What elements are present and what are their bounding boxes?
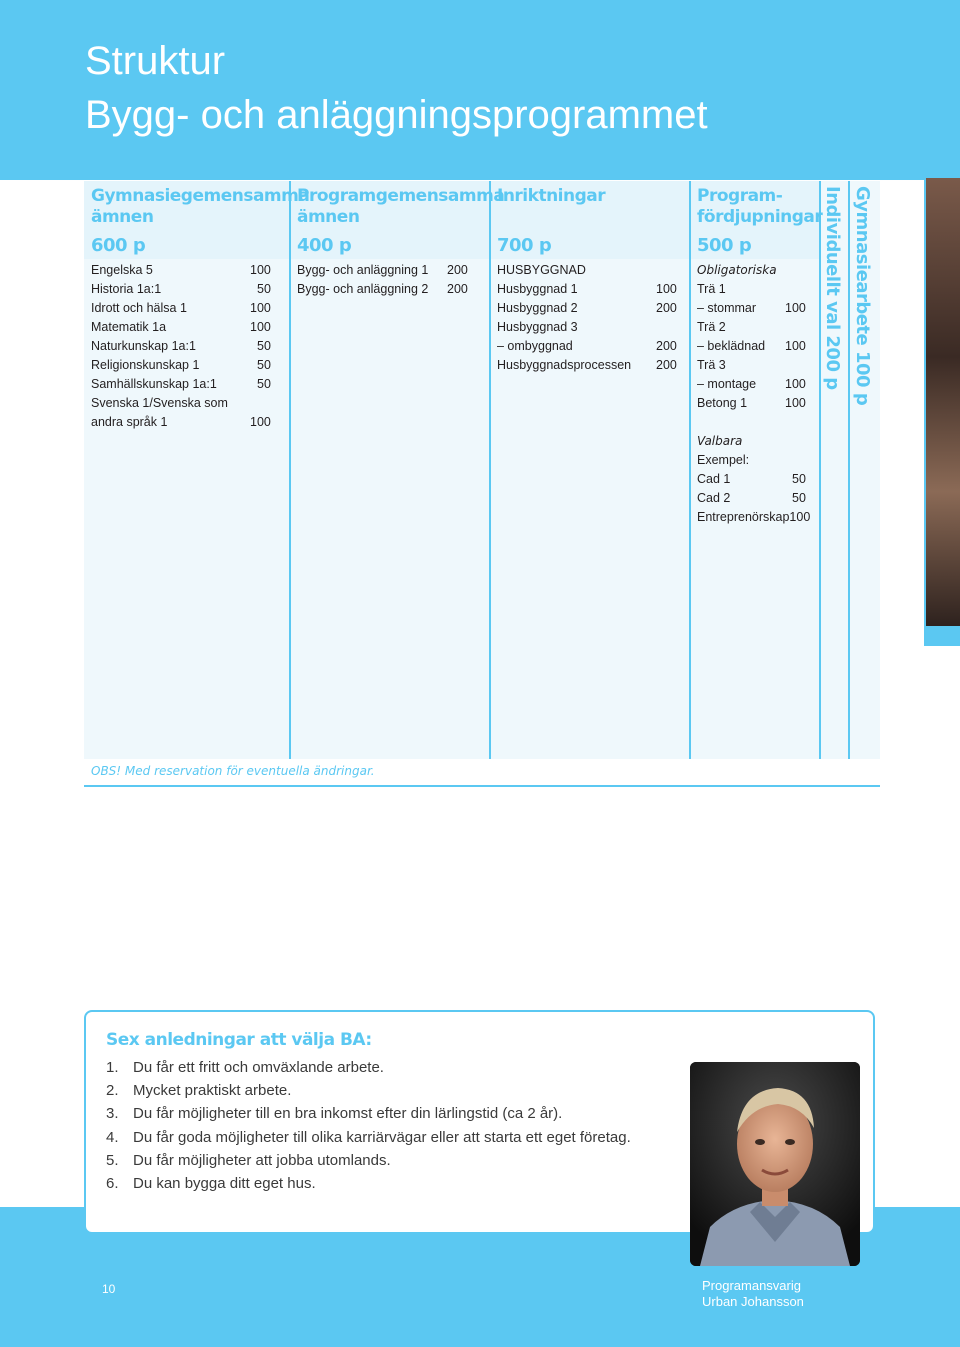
subject-row [497,337,683,356]
subject-label: Husbyggnad 2 [497,301,578,315]
subject-label: Bygg- och anläggning 1 [297,263,429,277]
subject-points: 50 [257,339,271,353]
subject-row [697,280,815,299]
column-heading-line: Gymnasiegemensamma [91,186,310,206]
column-points: 600 p [91,235,146,256]
list-number: 5. [106,1151,119,1169]
subject-points: 100 [785,339,806,353]
gymnasiearbete-label: Gymnasiearbete 100 p [852,186,873,406]
subject-points: 50 [257,282,271,296]
subject-row [697,375,815,394]
list-item [106,1079,631,1102]
caption-role: Programansvarig [702,1278,801,1293]
subject-points: 50 [792,472,806,486]
column-inriktningar [497,181,683,759]
subject-row [497,261,683,280]
subject-row [697,394,815,413]
list-item [106,1126,631,1149]
subject-row [297,261,483,280]
subject-points: 100 [785,301,806,315]
subject-label: Entreprenörskap [697,510,790,524]
list-number: 1. [106,1059,119,1076]
caption-name: Urban Johansson [702,1294,804,1309]
page-title [85,34,708,142]
column-heading [497,186,605,207]
subject-points: 100 [785,377,806,391]
disclaimer-bar [84,760,880,787]
subject-points: 50 [257,358,271,372]
page-number: 10 [102,1282,116,1296]
column-heading-line: Inriktningar [497,186,606,206]
list-text: Du får goda möjligheter till olika karriärvägar eller att starta ett eget företag. [133,1128,631,1146]
subject-points: 100 [250,301,271,315]
subject-list [91,261,271,432]
list-text: Du får möjligheter till en bra inkomst efter din lärlingstid (ca 2 år). [133,1105,563,1123]
title-line-1: Struktur [85,39,226,83]
subject-row [497,280,683,299]
subject-row [91,375,271,394]
individual-choice-label: Individuellt val 200 p [822,186,843,390]
subject-points: 200 [447,282,468,296]
list-number: 6. [106,1174,119,1192]
subject-points: 100 [789,510,811,524]
list-text: Du kan bygga ditt eget hus. [133,1174,316,1192]
title-line-2: Bygg- och anläggningsprogrammet [85,93,708,137]
subject-label: Religionskunskap 1 [91,358,200,372]
list-item [106,1102,631,1125]
column-points: 400 p [297,235,352,256]
side-photo-strip [924,178,960,646]
subject-row [697,318,815,337]
subject-points: 200 [656,339,677,353]
subject-row [697,470,815,489]
subject-label: Trä 1 [697,282,726,296]
subject-row [91,299,271,318]
subject-label: Husbyggnad 1 [497,282,578,296]
subject-label: Trä 2 [697,320,726,334]
subject-points: 200 [447,263,468,277]
subject-label: Cad 1 [697,472,731,486]
column-heading-line: ämnen [91,207,154,227]
subject-points: 100 [656,282,677,296]
spacer [697,413,815,432]
column-divider [689,181,691,759]
list-text: Du får möjligheter att jobba utomlands. [133,1151,391,1169]
column-programgemensamma [297,181,505,759]
subject-row [91,337,271,356]
subject-points: 100 [250,263,271,277]
subject-row [91,356,271,375]
subject-row [697,489,815,508]
column-gymnasiegemensamma [91,181,310,759]
example-label: Exempel: [697,453,750,467]
column-divider [848,181,850,759]
subject-row [697,356,815,375]
subject-list [497,261,683,375]
subject-row [497,299,683,318]
column-divider [489,181,491,759]
subject-points: 50 [257,377,271,391]
list-number: 3. [106,1105,119,1123]
column-heading-line: Program- [697,186,783,206]
column-divider [289,181,291,759]
column-divider [819,181,821,759]
list-item [106,1172,631,1195]
photo-caption [702,1278,804,1310]
subject-label: – stommar [697,301,757,315]
subject-label: Samhällskunskap 1a:1 [91,377,217,391]
subject-row [497,318,683,337]
subject-label: andra språk 1 [91,415,168,429]
subject-list [697,261,815,527]
list-item [106,1056,631,1079]
subject-points: 100 [250,415,271,429]
subject-list [297,261,483,299]
reasons-heading: Sex anledningar att välja BA: [106,1030,372,1050]
subject-points: 100 [250,320,271,334]
subject-row [91,394,271,413]
subject-points: 200 [656,301,677,315]
subject-label: – beklädnad [697,339,766,353]
optional-label: Valbara [697,434,743,448]
subject-points: 100 [785,396,806,410]
reasons-list [106,1056,631,1195]
portrait-illustration [690,1062,860,1266]
list-text: Mycket praktiskt arbete. [133,1082,292,1100]
subject-label: HUSBYGGNAD [497,263,586,277]
subject-row [91,280,271,299]
side-photo [926,178,960,626]
subject-label: Cad 2 [697,491,731,505]
list-item [106,1149,631,1172]
column-heading [697,186,822,228]
subject-row [697,337,815,356]
subject-label: Trä 3 [697,358,726,372]
subject-points: 200 [656,358,677,372]
subject-row [697,299,815,318]
list-number: 2. [106,1082,119,1100]
column-heading-line: fördjupningar [697,207,823,227]
column-points: 500 p [697,235,752,256]
subject-label: Engelska 5 [91,263,153,277]
portrait-photo [690,1062,860,1266]
list-text: Du får ett fritt och omväxlande arbete. [133,1059,384,1076]
subject-label: Svenska 1/Svenska som [91,396,228,410]
column-heading [91,186,309,228]
subject-row [697,508,815,527]
subject-row [91,318,271,337]
subject-row [497,356,683,375]
disclaimer-text: OBS! Med reservation för eventuella ändringar. [91,764,375,778]
subject-label: Idrott och hälsa 1 [91,301,187,315]
subject-points: 50 [792,491,806,505]
column-heading-line: ämnen [297,207,360,227]
subject-label: Historia 1a:1 [91,282,162,296]
column-programfordjupningar [697,181,823,759]
subject-row [91,413,271,432]
subject-label: – ombyggnad [497,339,573,353]
column-points: 700 p [497,235,552,256]
column-heading [297,186,504,228]
subject-label: Matematik 1a [91,320,167,334]
obligatory-label: Obligatoriska [697,263,777,277]
subject-label: Husbyggnad 3 [497,320,578,334]
subject-label: Bygg- och anläggning 2 [297,282,429,296]
subject-label: – montage [697,377,757,391]
subject-row [91,261,271,280]
subject-label: Husbyggnadsprocessen [497,358,632,372]
subject-row [297,280,483,299]
subject-label: Betong 1 [697,396,748,410]
subject-label: Naturkunskap 1a:1 [91,339,196,353]
column-heading-line: Programgemensamma [297,186,505,206]
list-number: 4. [106,1128,119,1146]
